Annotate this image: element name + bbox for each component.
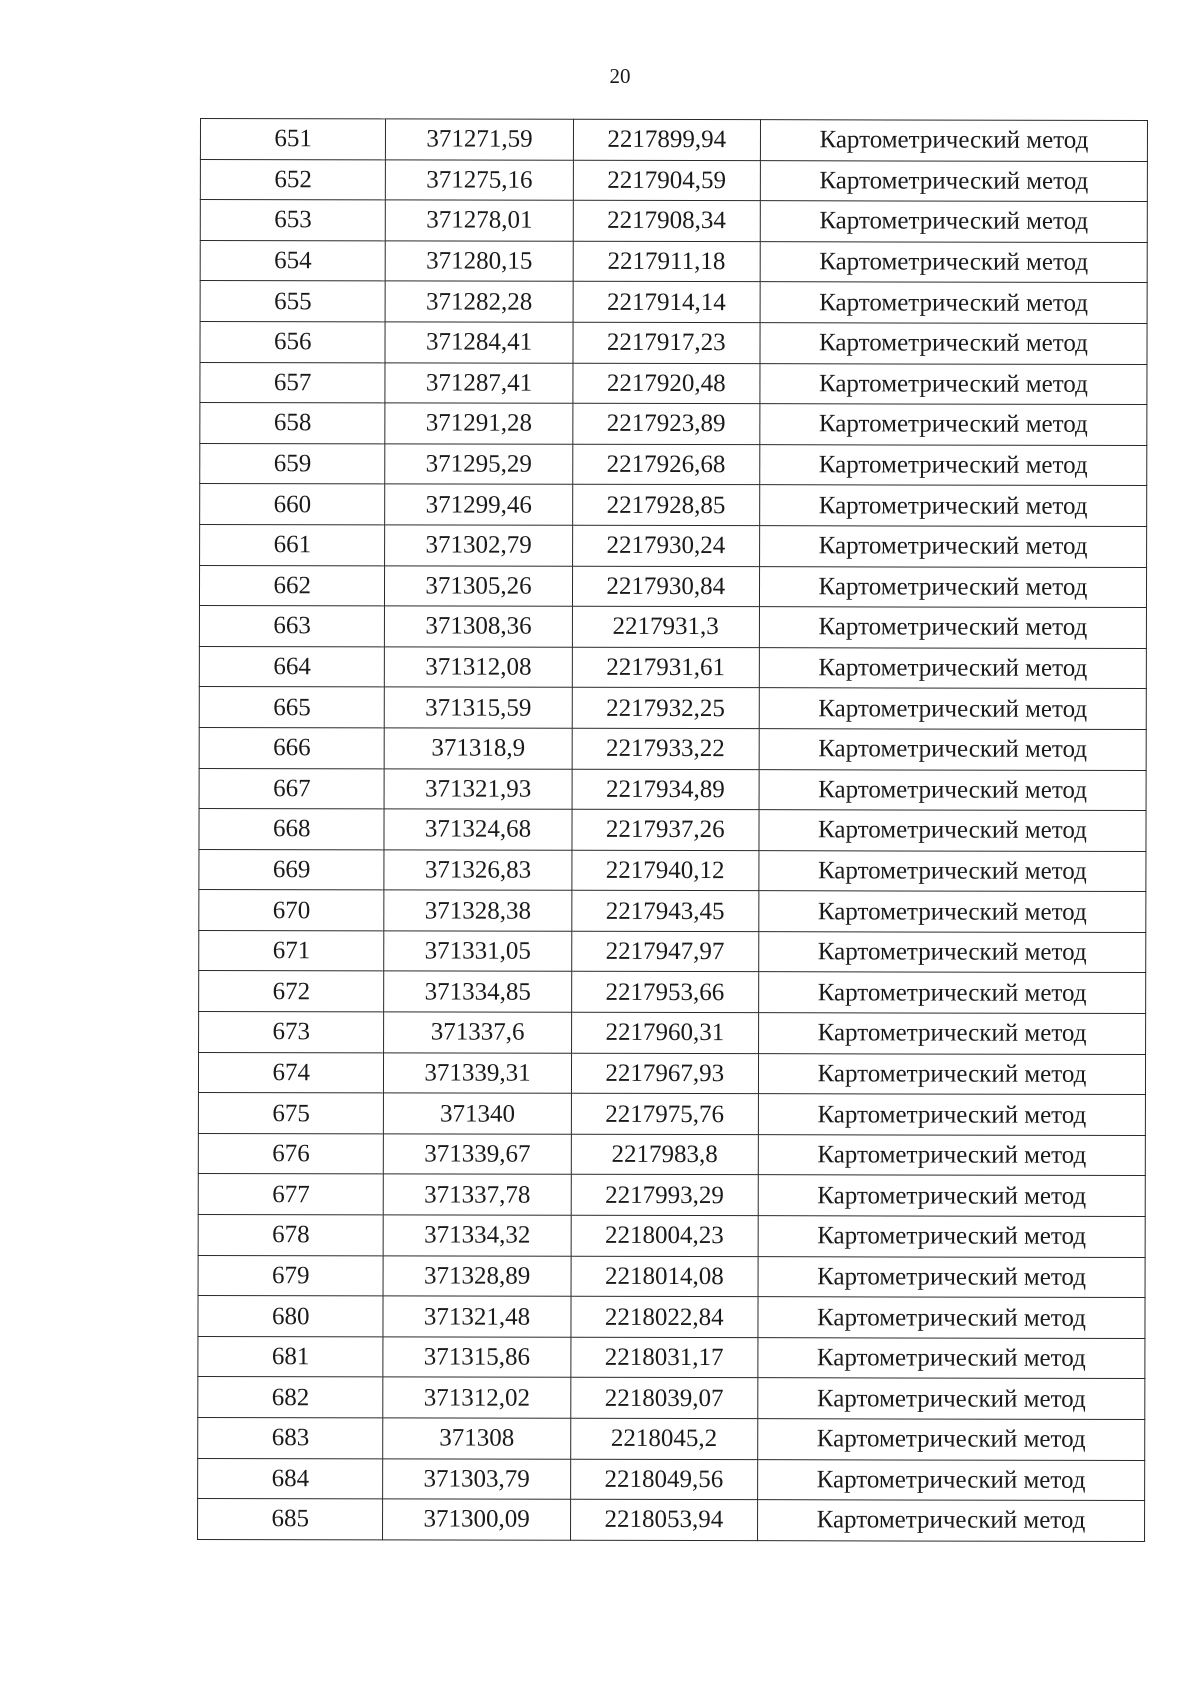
method-cell: Картометрический метод bbox=[759, 526, 1146, 567]
y-coordinate-cell: 2217931,3 bbox=[572, 606, 759, 647]
point-number-cell: 681 bbox=[198, 1336, 384, 1377]
y-coordinate-cell: 2217975,76 bbox=[571, 1094, 758, 1135]
point-number-cell: 657 bbox=[200, 362, 386, 403]
table-row bbox=[198, 1255, 1145, 1298]
x-coordinate-cell: 371291,28 bbox=[385, 403, 572, 444]
method-cell: Картометрический метод bbox=[760, 363, 1147, 404]
point-number-cell: 672 bbox=[199, 971, 385, 1012]
method-cell: Картометрический метод bbox=[760, 120, 1147, 161]
table-row bbox=[199, 849, 1146, 892]
method-cell: Картометрический метод bbox=[758, 1013, 1145, 1054]
x-coordinate-cell: 371315,86 bbox=[383, 1337, 570, 1378]
table-row bbox=[200, 159, 1147, 202]
x-coordinate-cell: 371305,26 bbox=[385, 565, 572, 606]
y-coordinate-cell: 2217930,84 bbox=[572, 566, 759, 607]
point-number-cell: 652 bbox=[200, 159, 386, 200]
point-number-cell: 651 bbox=[200, 119, 386, 160]
point-number-cell: 678 bbox=[198, 1215, 384, 1256]
method-cell: Картометрический метод bbox=[758, 1337, 1145, 1378]
x-coordinate-cell: 371321,93 bbox=[385, 768, 572, 809]
y-coordinate-cell: 2218031,17 bbox=[570, 1337, 757, 1378]
x-coordinate-cell: 371312,08 bbox=[385, 647, 572, 688]
y-coordinate-cell: 2218053,94 bbox=[570, 1499, 757, 1540]
point-number-cell: 654 bbox=[200, 240, 386, 281]
y-coordinate-cell: 2217928,85 bbox=[572, 485, 759, 526]
y-coordinate-cell: 2217983,8 bbox=[571, 1134, 758, 1175]
point-number-cell: 675 bbox=[198, 1093, 384, 1134]
point-number-cell: 668 bbox=[199, 809, 385, 850]
method-cell: Картометрический метод bbox=[758, 1135, 1145, 1176]
table-row bbox=[199, 565, 1146, 608]
y-coordinate-cell: 2217899,94 bbox=[573, 119, 760, 160]
y-coordinate-cell: 2217960,31 bbox=[571, 1012, 758, 1053]
coordinates-table-body bbox=[198, 119, 1148, 1542]
y-coordinate-cell: 2217943,45 bbox=[571, 891, 758, 932]
y-coordinate-cell: 2217926,68 bbox=[572, 444, 759, 485]
table-row bbox=[198, 1499, 1145, 1542]
x-coordinate-cell: 371334,32 bbox=[384, 1215, 571, 1256]
point-number-cell: 661 bbox=[200, 524, 386, 565]
y-coordinate-cell: 2217904,59 bbox=[573, 160, 760, 201]
x-coordinate-cell: 371282,28 bbox=[386, 281, 573, 322]
y-coordinate-cell: 2217911,18 bbox=[573, 241, 760, 282]
method-cell: Картометрический метод bbox=[759, 566, 1146, 607]
y-coordinate-cell: 2217933,22 bbox=[572, 728, 759, 769]
table-row bbox=[199, 1012, 1146, 1055]
method-cell: Картометрический метод bbox=[760, 160, 1147, 201]
method-cell: Картометрический метод bbox=[760, 323, 1147, 364]
x-coordinate-cell: 371318,9 bbox=[385, 728, 572, 769]
x-coordinate-cell: 371339,31 bbox=[384, 1053, 571, 1094]
y-coordinate-cell: 2217908,34 bbox=[573, 200, 760, 241]
point-number-cell: 666 bbox=[199, 727, 385, 768]
table-row bbox=[199, 768, 1146, 811]
y-coordinate-cell: 2217932,25 bbox=[572, 688, 759, 729]
x-coordinate-cell: 371287,41 bbox=[385, 362, 572, 403]
y-coordinate-cell: 2217931,61 bbox=[572, 647, 759, 688]
method-cell: Картометрический метод bbox=[758, 1459, 1145, 1500]
y-coordinate-cell: 2217967,93 bbox=[571, 1053, 758, 1094]
x-coordinate-cell: 371299,46 bbox=[385, 484, 572, 525]
x-coordinate-cell: 371278,01 bbox=[386, 200, 573, 241]
point-number-cell: 685 bbox=[198, 1499, 384, 1540]
point-number-cell: 677 bbox=[198, 1174, 384, 1215]
method-cell: Картометрический метод bbox=[758, 1419, 1145, 1460]
table-row bbox=[198, 1377, 1145, 1420]
y-coordinate-cell: 2217947,97 bbox=[571, 931, 758, 972]
y-coordinate-cell: 2217917,23 bbox=[573, 322, 760, 363]
x-coordinate-cell: 371275,16 bbox=[386, 159, 573, 200]
point-number-cell: 674 bbox=[198, 1052, 384, 1093]
method-cell: Картометрический метод bbox=[759, 810, 1146, 851]
point-number-cell: 665 bbox=[199, 687, 385, 728]
x-coordinate-cell: 371302,79 bbox=[385, 525, 572, 566]
table-row bbox=[200, 119, 1147, 162]
point-number-cell: 659 bbox=[200, 443, 386, 484]
table-row bbox=[200, 403, 1147, 446]
point-number-cell: 653 bbox=[200, 200, 386, 241]
method-cell: Картометрический метод bbox=[758, 1256, 1145, 1297]
point-number-cell: 682 bbox=[198, 1377, 384, 1418]
table-row bbox=[199, 646, 1146, 689]
x-coordinate-cell: 371284,41 bbox=[385, 322, 572, 363]
x-coordinate-cell: 371300,09 bbox=[383, 1499, 570, 1540]
x-coordinate-cell: 371324,68 bbox=[384, 809, 571, 850]
y-coordinate-cell: 2218049,56 bbox=[570, 1459, 757, 1500]
point-number-cell: 658 bbox=[200, 403, 386, 444]
table-row bbox=[200, 281, 1147, 324]
method-cell: Картометрический метод bbox=[759, 607, 1146, 648]
method-cell: Картометрический метод bbox=[760, 282, 1147, 323]
x-coordinate-cell: 371315,59 bbox=[385, 687, 572, 728]
table-row bbox=[198, 1417, 1145, 1460]
method-cell: Картометрический метод bbox=[759, 891, 1146, 932]
y-coordinate-cell: 2217930,24 bbox=[572, 525, 759, 566]
x-coordinate-cell: 371339,67 bbox=[384, 1134, 571, 1175]
table-row bbox=[200, 321, 1147, 364]
x-coordinate-cell: 371326,83 bbox=[384, 850, 571, 891]
method-cell: Картометрический метод bbox=[760, 241, 1147, 282]
x-coordinate-cell: 371331,05 bbox=[384, 931, 571, 972]
x-coordinate-cell: 371280,15 bbox=[386, 241, 573, 282]
table-row bbox=[198, 1174, 1145, 1217]
table-row bbox=[198, 1133, 1145, 1176]
table-row bbox=[200, 200, 1147, 243]
method-cell: Картометрический метод bbox=[760, 444, 1147, 485]
point-number-cell: 671 bbox=[199, 930, 385, 971]
method-cell: Картометрический метод bbox=[759, 769, 1146, 810]
method-cell: Картометрический метод bbox=[759, 647, 1146, 688]
y-coordinate-cell: 2218039,07 bbox=[570, 1378, 757, 1419]
method-cell: Картометрический метод bbox=[758, 1216, 1145, 1257]
table-row bbox=[199, 606, 1146, 649]
y-coordinate-cell: 2218004,23 bbox=[571, 1215, 758, 1256]
x-coordinate-cell: 371328,38 bbox=[384, 890, 571, 931]
point-number-cell: 680 bbox=[198, 1296, 384, 1337]
method-cell: Картометрический метод bbox=[758, 1297, 1145, 1338]
y-coordinate-cell: 2217953,66 bbox=[571, 972, 758, 1013]
method-cell: Картометрический метод bbox=[759, 932, 1146, 973]
table-row bbox=[200, 524, 1147, 567]
x-coordinate-cell: 371312,02 bbox=[383, 1377, 570, 1418]
table-row bbox=[199, 727, 1146, 770]
point-number-cell: 663 bbox=[199, 606, 385, 647]
method-cell: Картометрический метод bbox=[757, 1500, 1144, 1541]
y-coordinate-cell: 2217993,29 bbox=[571, 1175, 758, 1216]
point-number-cell: 655 bbox=[200, 281, 386, 322]
point-number-cell: 662 bbox=[199, 565, 385, 606]
y-coordinate-cell: 2217940,12 bbox=[572, 850, 759, 891]
x-coordinate-cell: 371340 bbox=[384, 1093, 571, 1134]
table-row bbox=[199, 890, 1146, 933]
point-number-cell: 667 bbox=[199, 768, 385, 809]
point-number-cell: 683 bbox=[198, 1417, 384, 1458]
y-coordinate-cell: 2217914,14 bbox=[573, 282, 760, 323]
x-coordinate-cell: 371308,36 bbox=[385, 606, 572, 647]
point-number-cell: 670 bbox=[199, 890, 385, 931]
x-coordinate-cell: 371328,89 bbox=[384, 1256, 571, 1297]
point-number-cell: 669 bbox=[199, 849, 385, 890]
table-row bbox=[198, 1296, 1145, 1339]
x-coordinate-cell: 371271,59 bbox=[386, 119, 573, 160]
point-number-cell: 664 bbox=[199, 646, 385, 687]
method-cell: Картометрический метод bbox=[759, 850, 1146, 891]
point-number-cell: 656 bbox=[200, 321, 386, 362]
x-coordinate-cell: 371334,85 bbox=[384, 971, 571, 1012]
table-row bbox=[200, 443, 1147, 486]
x-coordinate-cell: 371321,48 bbox=[383, 1296, 570, 1337]
method-cell: Картометрический метод bbox=[760, 485, 1147, 526]
point-number-cell: 660 bbox=[200, 484, 386, 525]
table-row bbox=[200, 362, 1147, 405]
x-coordinate-cell: 371303,79 bbox=[383, 1458, 570, 1499]
y-coordinate-cell: 2218045,2 bbox=[570, 1418, 757, 1459]
y-coordinate-cell: 2217920,48 bbox=[573, 363, 760, 404]
table-row bbox=[199, 930, 1146, 973]
table-row bbox=[199, 687, 1146, 730]
point-number-cell: 679 bbox=[198, 1255, 384, 1296]
method-cell: Картометрический метод bbox=[758, 1378, 1145, 1419]
y-coordinate-cell: 2217937,26 bbox=[572, 809, 759, 850]
table-row bbox=[198, 1215, 1145, 1258]
y-coordinate-cell: 2218014,08 bbox=[571, 1256, 758, 1297]
x-coordinate-cell: 371295,29 bbox=[385, 444, 572, 485]
y-coordinate-cell: 2217934,89 bbox=[572, 769, 759, 810]
x-coordinate-cell: 371337,78 bbox=[384, 1174, 571, 1215]
point-number-cell: 673 bbox=[199, 1012, 385, 1053]
method-cell: Картометрический метод bbox=[760, 201, 1147, 242]
table-row bbox=[198, 1336, 1145, 1379]
method-cell: Картометрический метод bbox=[759, 729, 1146, 770]
x-coordinate-cell: 371308 bbox=[383, 1418, 570, 1459]
page-number: 20 bbox=[609, 64, 631, 88]
method-cell: Картометрический метод bbox=[759, 688, 1146, 729]
x-coordinate-cell: 371337,6 bbox=[384, 1012, 571, 1053]
method-cell: Картометрический метод bbox=[760, 404, 1147, 445]
coordinates-table bbox=[197, 118, 1148, 1542]
table-row bbox=[198, 1052, 1145, 1095]
table-row bbox=[199, 971, 1146, 1014]
method-cell: Картометрический метод bbox=[759, 972, 1146, 1013]
table-row bbox=[200, 240, 1147, 283]
table-row bbox=[199, 809, 1146, 852]
point-number-cell: 676 bbox=[198, 1133, 384, 1174]
method-cell: Картометрический метод bbox=[758, 1175, 1145, 1216]
table-row bbox=[200, 484, 1147, 527]
method-cell: Картометрический метод bbox=[758, 1094, 1145, 1135]
y-coordinate-cell: 2217923,89 bbox=[572, 403, 759, 444]
table-row bbox=[198, 1458, 1145, 1501]
method-cell: Картометрический метод bbox=[758, 1053, 1145, 1094]
table-row bbox=[198, 1093, 1145, 1136]
y-coordinate-cell: 2218022,84 bbox=[571, 1296, 758, 1337]
point-number-cell: 684 bbox=[198, 1458, 384, 1499]
